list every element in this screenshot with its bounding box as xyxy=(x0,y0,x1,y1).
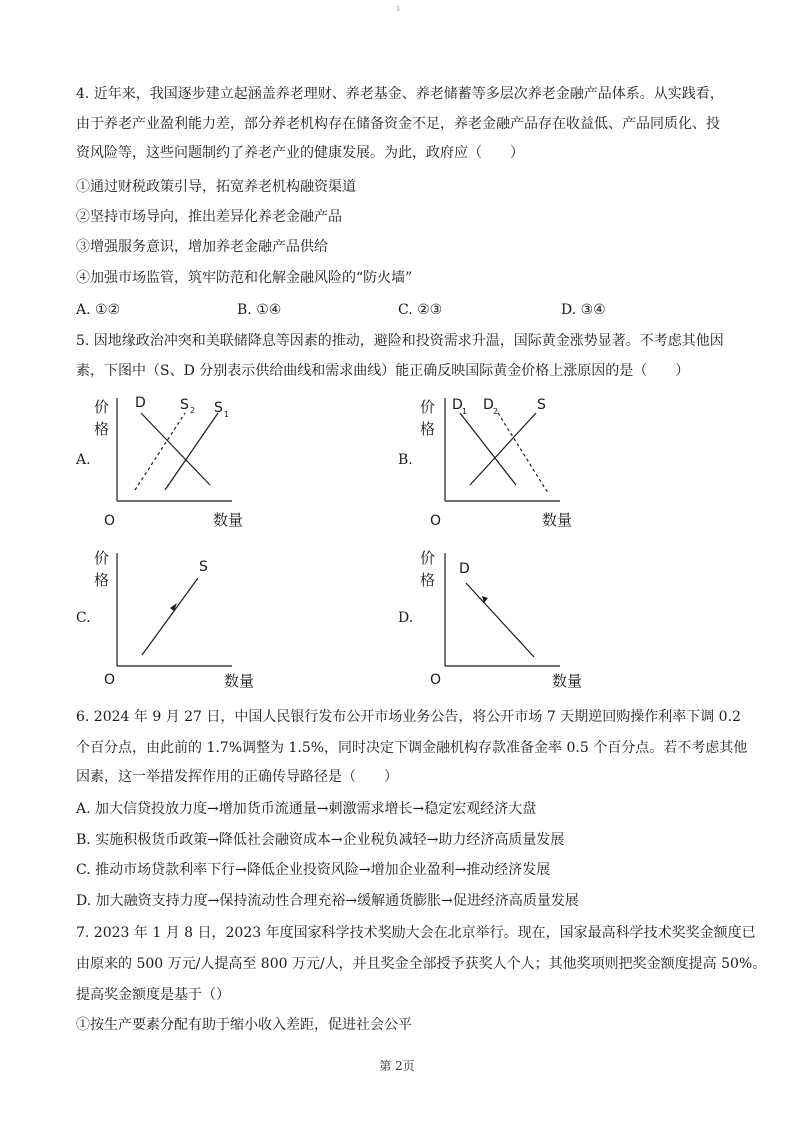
y-label-2: 格 xyxy=(420,571,436,589)
q4-stem-line-1: 4. 近年来，我国逐步建立起涵盖养老理财、养老基金、养老储蓄等多层次养老金融产品体系。从实践看， xyxy=(76,86,724,102)
label-d1: D xyxy=(452,397,463,413)
x-label: 数量 xyxy=(552,672,583,690)
label-s: S xyxy=(199,559,208,575)
demand-curve-d xyxy=(466,583,534,657)
q6-option-c[interactable]: C. 推动市场贷款利率下行→降低企业投资风险→增加企业盈利→推动经济发展 xyxy=(76,862,551,878)
origin-label: O xyxy=(104,513,116,529)
q5-graph-d xyxy=(418,545,598,695)
q5-stem-line-1: 5. 因地缘政治冲突和美联储降息等因素的推动，避险和投资需求升温，国际黄金涨势显著。不考虑其他因 xyxy=(76,333,724,349)
q7-item-1: ①按生产要素分配有助于缩小收入差距，促进社会公平 xyxy=(76,1017,412,1033)
q4-stem-line-2: 由于养老产业盈利能力差，部分养老机构存在储备资金不足，养老金融产品存在收益低、产品同质化、投 xyxy=(76,116,720,132)
q6-option-a[interactable]: A. 加大信贷投放力度→增加货币流通量→刺激需求增长→稳定宏观经济大盘 xyxy=(76,801,537,817)
label-d1-sub: 1 xyxy=(462,407,468,416)
y-label-2: 格 xyxy=(420,420,436,438)
q7-stem-line-1: 7. 2023 年 1 月 8 日，2023 年度国家科学技术奖励大会在北京举行。现在，国家最高科学技术奖奖金额度已 xyxy=(76,925,756,941)
q4-item-3: ③增强服务意识，增加养老金融产品供给 xyxy=(76,239,328,255)
q4-option-a[interactable]: A. ①② xyxy=(76,302,121,318)
label-s1: S xyxy=(214,400,223,416)
demand-curve-d1 xyxy=(460,413,516,485)
x-label: 数量 xyxy=(224,672,255,690)
q7-stem-line-2: 由原来的 500 万元/人提高至 800 万元/人，并且奖金全部授予获奖人个人；其他奖项则把奖金额度提高 50%。 xyxy=(76,956,767,972)
q5-graph-b-option[interactable]: B. xyxy=(398,452,413,468)
q5-graph-a xyxy=(90,390,270,540)
label-s1-sub: 1 xyxy=(224,410,230,419)
y-label-1: 价 xyxy=(94,398,110,416)
y-label-1: 价 xyxy=(94,549,110,567)
label-s: S xyxy=(537,397,546,413)
page-footer: 第 2页 xyxy=(379,1059,415,1073)
y-label-2: 格 xyxy=(94,571,110,589)
demand-curve-d2 xyxy=(498,413,548,493)
label-d: D xyxy=(459,561,470,577)
q4-stem-line-3: 资风险等，这些问题制约了养老产业的健康发展。为此，政府应（ ） xyxy=(76,145,524,161)
q6-option-d[interactable]: D. 加大融资支持力度→保持流动性合理充裕→缓解通货膨胀→促进经济高质量发展 xyxy=(76,893,579,909)
label-d2-sub: 2 xyxy=(493,407,499,416)
y-label-1: 价 xyxy=(420,398,436,416)
label-d: D xyxy=(135,395,146,411)
supply-curve-s xyxy=(142,578,198,655)
q4-option-c[interactable]: C. ②③ xyxy=(398,302,443,318)
x-label: 数量 xyxy=(213,511,244,529)
label-s2-sub: 2 xyxy=(190,406,196,415)
q5-graph-a-option[interactable]: A. xyxy=(76,452,91,468)
q5-graph-b xyxy=(418,390,598,540)
supply-curve-s1 xyxy=(165,413,218,490)
q6-stem-line-2: 个百分点，由此前的 1.7%调整为 1.5%，同时决定下调金融机构存款准备金率 0.5 个百分点。若不考虑其他 xyxy=(76,740,748,756)
q5-graph-d-option[interactable]: D. xyxy=(398,610,414,626)
q4-item-4: ④加强市场监管，筑牢防范和化解金融风险的“防火墙” xyxy=(76,270,413,286)
q6-stem-line-3: 因素，这一举措发挥作用的正确传导路径是（ ） xyxy=(76,769,398,785)
page-top-mark: 3 xyxy=(396,6,400,13)
label-d2: D xyxy=(483,397,494,413)
q6-stem-line-1: 6. 2024 年 9 月 27 日，中国人民银行发布公开市场业务公告，将公开市场 7 天期逆回购操作利率下调 0.2 xyxy=(76,709,741,725)
q4-item-2: ②坚持市场导向，推出差异化养老金融产品 xyxy=(76,209,342,225)
q4-item-1: ①通过财税政策引导，拓宽养老机构融资渠道 xyxy=(76,179,356,195)
q5-graph-c-option[interactable]: C. xyxy=(76,610,91,626)
origin-label: O xyxy=(430,513,442,529)
supply-curve-s xyxy=(470,413,536,485)
arrow-up-icon xyxy=(170,603,177,611)
q7-stem-line-3: 提高奖金额度是基于（） xyxy=(76,987,230,1003)
q4-option-d[interactable]: D. ③④ xyxy=(561,302,606,318)
origin-label: O xyxy=(104,672,116,688)
label-s2: S xyxy=(180,397,189,413)
y-label-2: 格 xyxy=(94,420,110,438)
q6-option-b[interactable]: B. 实施积极货币政策→降低社会融资成本→企业税负减轻→助力经济高质量发展 xyxy=(76,832,565,848)
origin-label: O xyxy=(430,672,442,688)
x-label: 数量 xyxy=(542,511,573,529)
q5-graph-c xyxy=(90,545,270,695)
q5-stem-line-2: 素，下图中（S、D 分别表示供给曲线和需求曲线）能正确反映国际黄金价格上涨原因的是（ ） xyxy=(76,363,690,379)
y-label-1: 价 xyxy=(420,549,436,567)
q4-option-b[interactable]: B. ①④ xyxy=(237,302,282,318)
